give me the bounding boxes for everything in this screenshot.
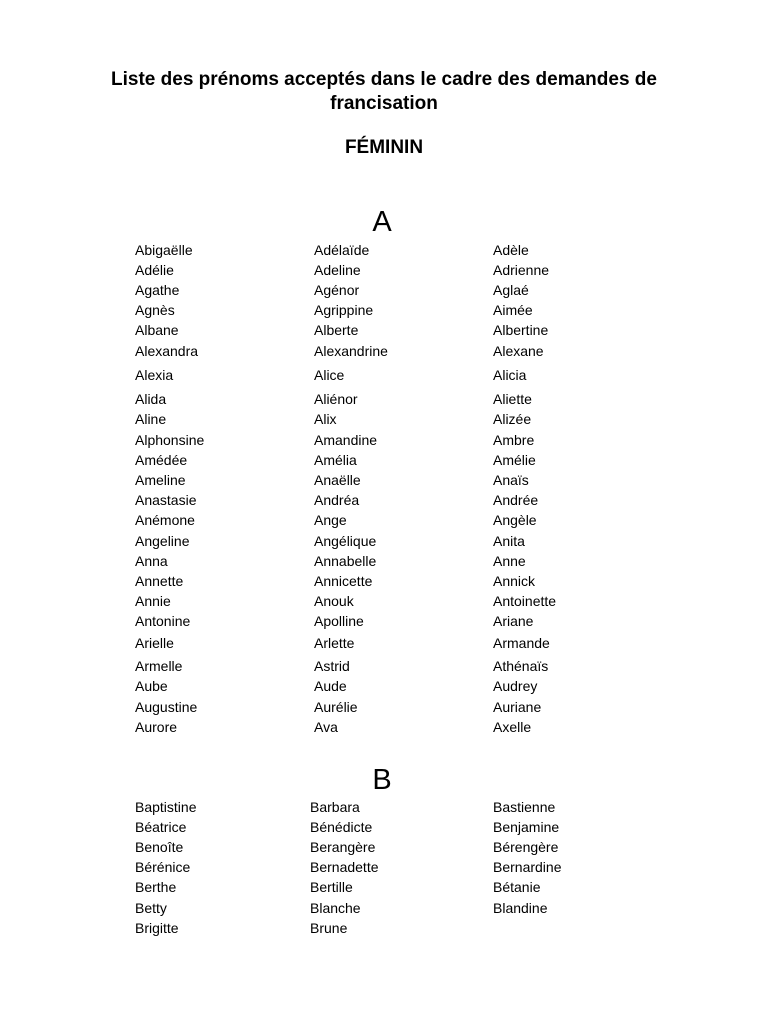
first-name-entry: Bastienne <box>493 799 556 815</box>
first-name-entry: Athénaïs <box>493 658 549 674</box>
first-name-entry: Albane <box>135 322 179 338</box>
first-name-entry: Benoîte <box>135 839 184 855</box>
first-name-entry: Apolline <box>314 613 364 629</box>
first-name-entry: Angeline <box>135 533 190 549</box>
first-name-entry: Adèle <box>493 242 529 258</box>
first-name-entry: Andréa <box>314 492 360 508</box>
document-title: Liste des prénoms acceptés dans le cadre des demandes de <box>111 69 657 90</box>
first-name-entry: Axelle <box>493 719 532 735</box>
first-name-entry: Adrienne <box>493 262 550 278</box>
first-name-entry: Berangère <box>310 839 376 855</box>
first-name-entry: Baptistine <box>135 799 197 815</box>
first-name-entry: Alix <box>314 411 337 427</box>
first-name-entry: Alphonsine <box>135 432 205 448</box>
first-name-entry: Betty <box>135 900 167 916</box>
first-name-entry: Augustine <box>135 699 198 715</box>
first-name-entry: Aurélie <box>314 699 358 715</box>
first-name-entry: Benjamine <box>493 819 560 835</box>
first-name-entry: Alexandra <box>135 343 199 359</box>
first-name-entry: Arlette <box>314 635 355 651</box>
first-name-entry: Alexandrine <box>314 343 388 359</box>
first-name-entry: Amélia <box>314 452 357 468</box>
first-name-entry: Ange <box>314 512 347 528</box>
first-name-entry: Blanche <box>310 900 361 916</box>
first-name-entry: Antonine <box>135 613 191 629</box>
first-name-entry: Anastasie <box>135 492 197 508</box>
first-name-entry: Aliette <box>493 391 532 407</box>
section-letter-b: B <box>372 764 392 796</box>
first-name-entry: Ameline <box>135 472 186 488</box>
first-name-entry: Aude <box>314 678 347 694</box>
first-name-entry: Agnès <box>135 302 175 318</box>
first-name-entry: Berthe <box>135 879 177 895</box>
first-name-entry: Brune <box>310 920 348 936</box>
first-name-entry: Amélie <box>493 452 536 468</box>
first-name-entry: Annicette <box>314 573 373 589</box>
first-name-entry: Agénor <box>314 282 360 298</box>
first-name-entry: Anouk <box>314 593 354 609</box>
first-name-entry: Bernardine <box>493 859 562 875</box>
first-name-entry: Agathe <box>135 282 180 298</box>
first-name-entry: Annette <box>135 573 184 589</box>
first-name-entry: Adélaïde <box>314 242 370 258</box>
first-name-entry: Alberte <box>314 322 359 338</box>
first-name-entry: Abigaëlle <box>135 242 193 258</box>
first-name-entry: Ava <box>314 719 338 735</box>
first-name-entry: Aimée <box>493 302 533 318</box>
first-name-entry: Agrippine <box>314 302 374 318</box>
first-name-entry: Annabelle <box>314 553 377 569</box>
first-name-entry: Antoinette <box>493 593 557 609</box>
first-name-entry: Aurore <box>135 719 178 735</box>
gender-heading: FÉMININ <box>344 137 424 158</box>
document-title-continued: francisation <box>330 93 438 114</box>
first-name-entry: Alizée <box>493 411 532 427</box>
first-name-entry: Bétanie <box>493 879 541 895</box>
first-name-entry: Audrey <box>493 678 538 694</box>
first-name-entry: Anita <box>493 533 525 549</box>
first-name-entry: Aline <box>135 411 167 427</box>
first-name-entry: Albertine <box>493 322 549 338</box>
first-name-entry: Alicia <box>493 367 527 383</box>
first-name-entry: Annick <box>493 573 536 589</box>
first-name-entry: Annie <box>135 593 171 609</box>
first-name-entry: Arielle <box>135 635 174 651</box>
first-name-entry: Amandine <box>314 432 378 448</box>
first-name-entry: Alexia <box>135 367 174 383</box>
section-letter-a: A <box>372 206 392 238</box>
first-name-entry: Amédée <box>135 452 188 468</box>
first-name-entry: Bérénice <box>135 859 191 875</box>
first-name-entry: Adélie <box>135 262 174 278</box>
first-name-entry: Anne <box>493 553 526 569</box>
first-name-entry: Anaëlle <box>314 472 361 488</box>
first-name-entry: Ariane <box>493 613 534 629</box>
first-name-entry: Alice <box>314 367 345 383</box>
first-name-entry: Armelle <box>135 658 183 674</box>
first-name-entry: Blandine <box>493 900 548 916</box>
first-name-entry: Anémone <box>135 512 195 528</box>
first-name-entry: Béatrice <box>135 819 187 835</box>
first-name-entry: Bertille <box>310 879 353 895</box>
first-name-entry: Andrée <box>493 492 539 508</box>
first-name-entry: Astrid <box>314 658 350 674</box>
first-name-entry: Aube <box>135 678 168 694</box>
first-name-entry: Angélique <box>314 533 377 549</box>
first-name-entry: Barbara <box>310 799 360 815</box>
first-name-entry: Alexane <box>493 343 544 359</box>
first-name-entry: Bernadette <box>310 859 379 875</box>
first-name-entry: Aglaé <box>493 282 529 298</box>
first-name-entry: Armande <box>493 635 550 651</box>
first-name-entry: Aliénor <box>314 391 358 407</box>
first-name-entry: Bénédicte <box>310 819 373 835</box>
first-name-entry: Adeline <box>314 262 361 278</box>
first-name-entry: Anna <box>135 553 168 569</box>
first-name-entry: Angèle <box>493 512 537 528</box>
first-name-entry: Ambre <box>493 432 535 448</box>
first-name-entry: Alida <box>135 391 167 407</box>
first-name-entry: Auriane <box>493 699 542 715</box>
first-name-entry: Bérengère <box>493 839 559 855</box>
first-name-entry: Anaïs <box>493 472 529 488</box>
first-name-entry: Brigitte <box>135 920 179 936</box>
